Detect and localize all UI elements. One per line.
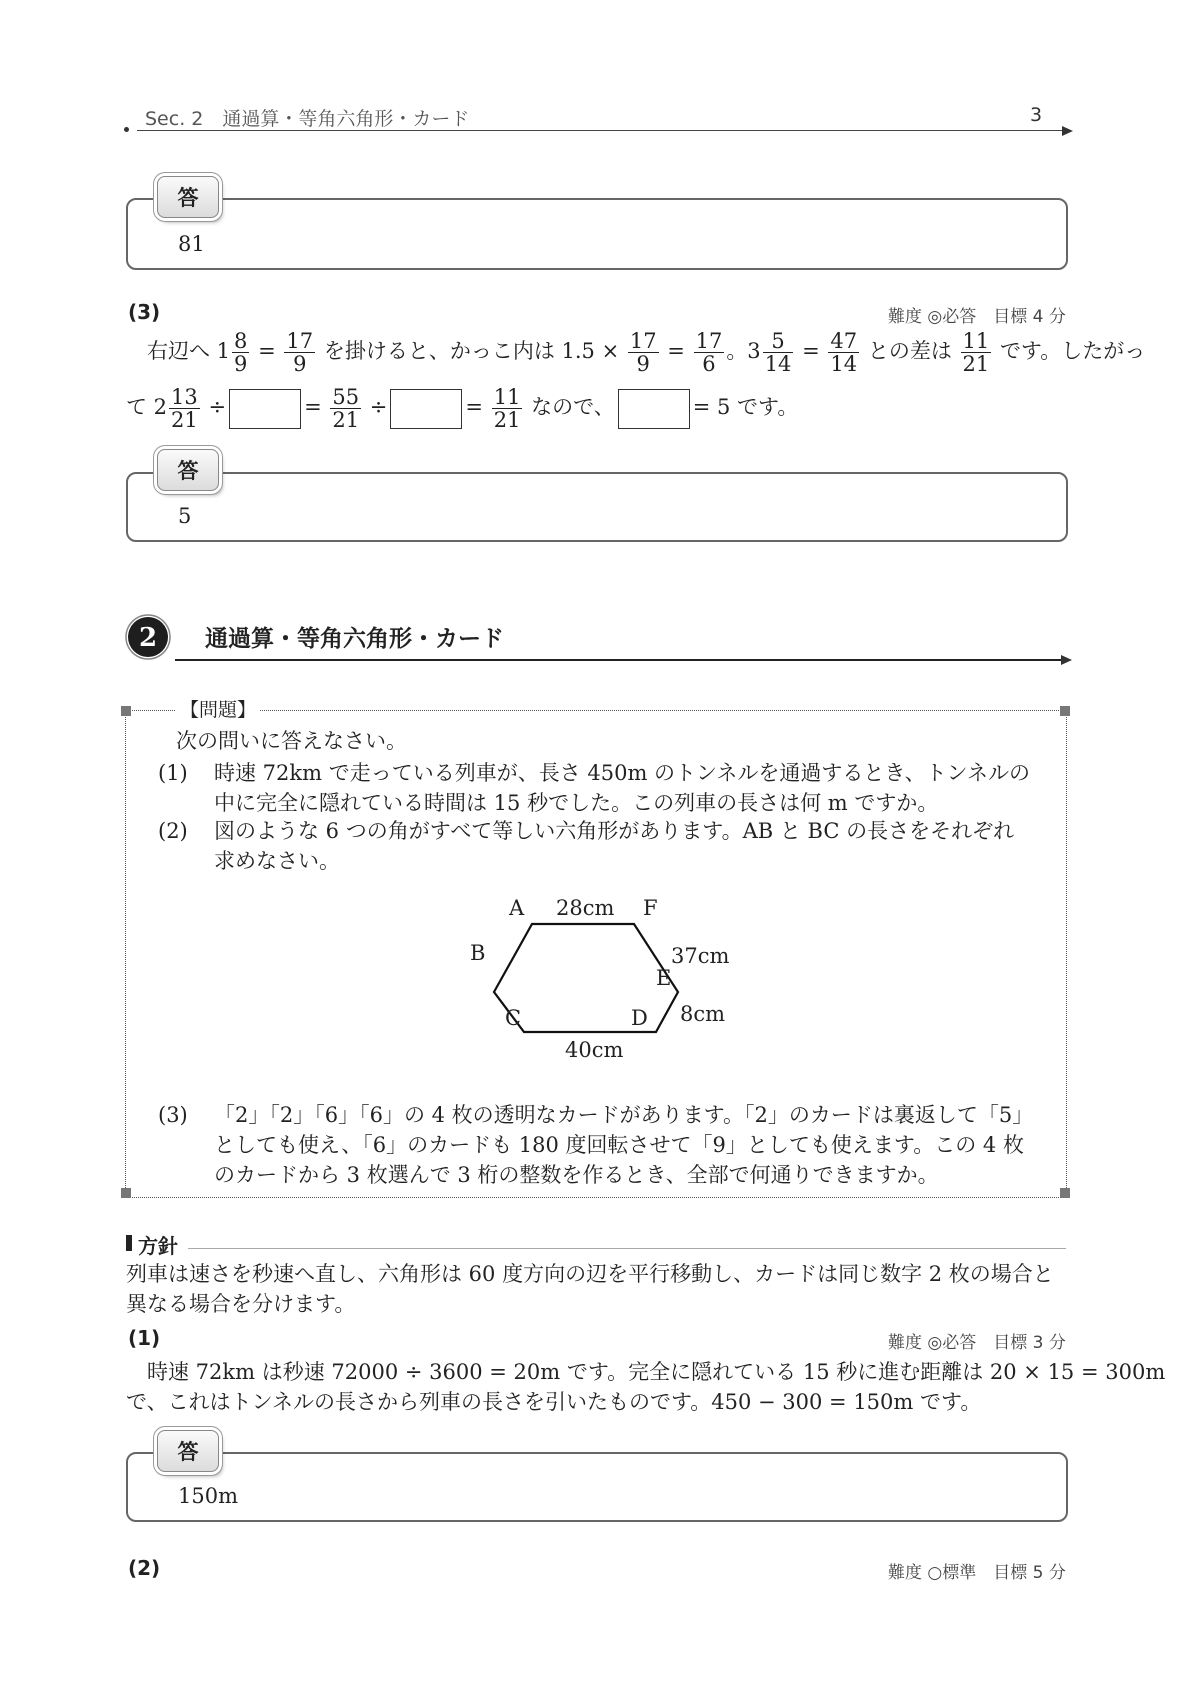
svg-text:2: 2: [138, 623, 158, 653]
item-number: (2): [158, 819, 188, 843]
policy-marker-icon: [126, 1235, 132, 1251]
section-arrow-icon: [1061, 655, 1072, 665]
fraction: $\frac{55}{21}$: [332, 385, 360, 433]
answer-label-2: 答: [157, 449, 219, 491]
section-title: 通過算・等角六角形・カード: [205, 626, 504, 652]
section-badge-icon: [122, 611, 182, 663]
difficulty-3: 難度 ◎必答 目標 4 分: [888, 307, 1066, 327]
blank-box: [618, 389, 690, 429]
item-2-line-2: 求めなさい。: [214, 849, 340, 873]
policy-heading: 方針: [138, 1234, 178, 1258]
solution-label-1: (1): [128, 1326, 161, 1350]
fraction: $\frac{17}{9}$: [629, 329, 657, 377]
policy-rule: [188, 1248, 1066, 1249]
part3-line-1: 右辺へ 1 $\frac{8}{9}$ = $\frac{17}{9}$ を掛けると、かっこ内は 1.5 × $\frac{17}{9}$ = $\frac{17}{6}$ 。3 $\frac{5}{14}$ = $\frac{47}{14}$ との差は $\frac{11}{21}$ です。したがっ: [147, 329, 1146, 377]
edge-label-ed: 8cm: [680, 1002, 726, 1026]
running-header: Sec. 2 通過算・等角六角形・カード: [145, 108, 470, 130]
item-3-line-2: としても使え、「6」のカードも 180 度回転させて「9」としても使えます。この 4 枚: [214, 1133, 1024, 1157]
answer-box-1: [126, 198, 1068, 270]
edge-label-cd: 40cm: [565, 1038, 624, 1062]
frame-corner: [121, 1188, 131, 1198]
fraction: $\frac{17}{6}$: [695, 329, 723, 377]
policy-line-1: 列車は速さを秒速へ直し、六角形は 60 度方向の辺を平行移動し、カードは同じ数字 2 枚の場合と: [126, 1262, 1054, 1286]
item-1-line-2: 中に完全に隠れている時間は 15 秒でした。この列車の長さは何 m ですか。: [214, 791, 939, 815]
solution-1-line-1: 時速 72km は秒速 72000 ÷ 3600 = 20m です。完全に隠れている 15 秒に進む距離は 20 × 15 = 300m: [147, 1360, 1166, 1384]
fraction: $\frac{47}{14}$: [830, 329, 858, 377]
frame-corner: [1060, 706, 1070, 716]
header-dot: [124, 127, 129, 132]
vertex-label-b: B: [470, 941, 486, 965]
policy-line-2: 異なる場合を分けます。: [126, 1292, 356, 1316]
fraction: $\frac{13}{21}$: [171, 385, 198, 433]
item-1-line-1: 時速 72km で走っている列車が、長さ 450m のトンネルを通過するとき、トンネルの: [214, 761, 1030, 785]
item-3-line-1: 「2」「2」「6」「6」の 4 枚の透明なカードがあります。「2」のカードは裏返して「5」: [214, 1103, 1034, 1127]
item-2-line-1: 図のような 6 つの角がすべて等しい六角形があります。AB と BC の長さをそれぞれ: [214, 819, 1015, 843]
answer-label-1: 答: [157, 176, 219, 218]
answer-value-3: 150m: [178, 1484, 238, 1508]
frame-corner: [1060, 1188, 1070, 1198]
answer-box-3: [126, 1452, 1068, 1522]
fraction: $\frac{17}{9}$: [286, 329, 314, 377]
item-number: (1): [158, 761, 188, 785]
sub-question-label-3: (3): [128, 300, 161, 324]
vertex-label-f: F: [643, 896, 658, 920]
vertex-label-e: E: [656, 966, 672, 990]
edge-label-af: 28cm: [556, 896, 615, 920]
header-rule: [137, 130, 1062, 131]
vertex-label-c: C: [505, 1006, 522, 1030]
answer-box-2: [126, 472, 1068, 542]
blank-box: [229, 389, 301, 429]
vertex-label-a: A: [509, 896, 525, 920]
difficulty-sol-2: 難度 ○標準 目標 5 分: [888, 1563, 1066, 1583]
fraction: $\frac{11}{21}$: [962, 329, 990, 377]
answer-value-1: 81: [178, 232, 205, 256]
section-rule: [175, 659, 1063, 661]
solution-1-line-2: で、これはトンネルの長さから列車の長さを引いたものです。450 − 300 = 150m です。: [126, 1390, 982, 1414]
answer-value-2: 5: [178, 504, 192, 528]
frame-corner: [121, 706, 131, 716]
text: 右辺へ 1: [147, 339, 231, 364]
solution-label-2: (2): [128, 1556, 161, 1580]
difficulty-sol-1: 難度 ◎必答 目標 3 分: [888, 1333, 1066, 1353]
problem-intro: 次の問いに答えなさい。: [176, 729, 407, 753]
page-number: 3: [1030, 104, 1043, 126]
edge-label-fe: 37cm: [671, 944, 730, 968]
fraction: $\frac{8}{9}$: [234, 329, 248, 377]
vertex-label-d: D: [631, 1006, 648, 1030]
problem-label: 【問題】: [176, 695, 260, 722]
blank-box: [390, 389, 462, 429]
answer-label-3: 答: [157, 1430, 219, 1472]
fraction: $\frac{11}{21}$: [493, 385, 521, 433]
item-number: (3): [158, 1103, 188, 1127]
fraction: $\frac{5}{14}$: [764, 329, 792, 377]
header-arrow-icon: [1062, 126, 1073, 136]
item-3-line-3: のカードから 3 枚選んで 3 桁の整数を作るとき、全部で何通りできますか。: [214, 1163, 939, 1187]
part3-line-2: て 2 $\frac{13}{21}$ ÷ = $\frac{55}{21}$ ÷ = $\frac{11}{21}$ なので、 = 5 です。: [126, 385, 799, 433]
